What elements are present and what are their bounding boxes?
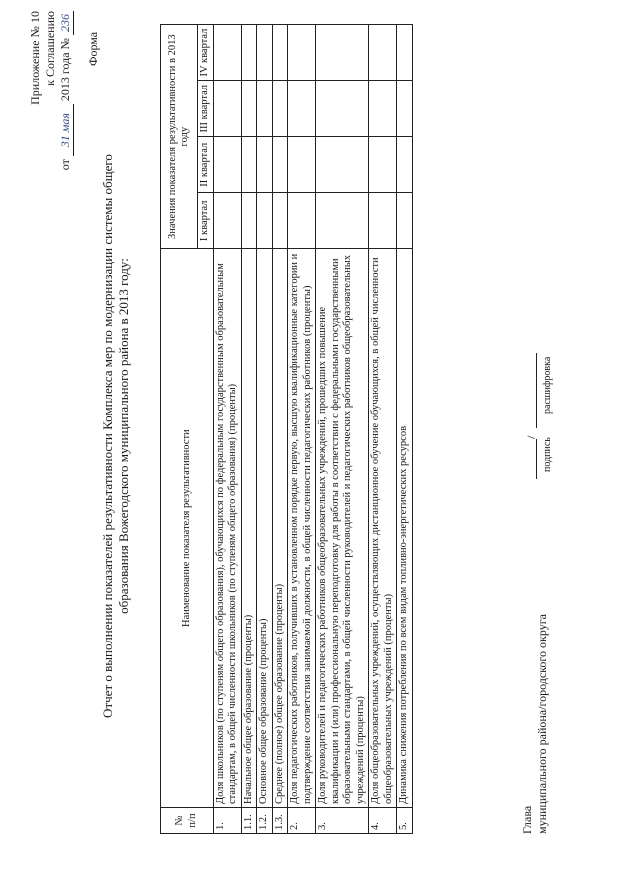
- signature-block: [520, 34, 553, 834]
- q3-cell: [241, 81, 257, 137]
- q2-cell: [369, 137, 397, 193]
- year-text: 2013 года №: [58, 38, 72, 102]
- q4-cell: [241, 25, 257, 81]
- indicators-table: [160, 24, 413, 834]
- caption-decode: расшифровка: [542, 356, 553, 414]
- header-q3: III квартал: [198, 81, 214, 137]
- row-name: Среднее (полное) общее образование (проценты): [272, 249, 288, 808]
- row-num: 1.3.: [272, 807, 288, 833]
- header-name: Наименование показателя результативности: [161, 249, 214, 808]
- q3-cell: [397, 81, 413, 137]
- q1-cell: [369, 193, 397, 249]
- q4-cell: [272, 25, 288, 81]
- caption-sign: подпись: [542, 437, 553, 472]
- q1-cell: [272, 193, 288, 249]
- row-num: 1.2.: [257, 807, 273, 833]
- from-label: от: [58, 159, 72, 171]
- appendix-date-line: [58, 11, 74, 186]
- q2-cell: [316, 137, 369, 193]
- row-name: Доля общеобразовательных учреждений, осуществляющих дистанционное обучение обучающихся, в общей численности общеобразовательных учреждений (проценты): [369, 249, 397, 808]
- signature-title: Глава: [520, 805, 534, 834]
- q4-cell: [213, 25, 241, 81]
- q2-cell: [213, 137, 241, 193]
- q3-cell: [288, 81, 316, 137]
- row-name: Начальное общее образование (проценты): [241, 249, 257, 808]
- table-row: [257, 25, 273, 834]
- q3-cell: [272, 81, 288, 137]
- table-row: [397, 25, 413, 834]
- q3-cell: [257, 81, 273, 137]
- signature-line: [536, 439, 537, 479]
- q3-cell: [369, 81, 397, 137]
- row-name: Доля руководителей и педагогических работников общеобразовательных учреждений, прошедших повышение квалификации и (или) профессиональную переподготовку для работы в соответствии с федеральными государственными образовательными стандартами, в общей численности руководителей и педагогических работников общеобразовательных учреждений (проценты): [316, 249, 369, 808]
- row-num: 4.: [369, 807, 397, 833]
- q2-cell: [241, 137, 257, 193]
- signature-slash: /: [524, 435, 538, 439]
- table-row: [369, 25, 397, 834]
- table-row: [316, 25, 369, 834]
- decode-line: [536, 353, 537, 428]
- row-name: Динамика снижения потребления по всем видам топливно-энергетических ресурсов: [397, 249, 413, 808]
- appendix-line1: Приложение № 10: [28, 11, 42, 105]
- title-line2: образования Вожегодского муниципального района в 2013 году:: [116, 258, 131, 614]
- q4-cell: [316, 25, 369, 81]
- table-row: [213, 25, 241, 834]
- row-name: Доля педагогических работников, получивших в установленном порядке первую, высшую квалификационные категории и подтверждение соответствия занимаемой должности, в общей численности педагогических работников (проценты): [288, 249, 316, 808]
- appendix-line2: к Соглашению: [43, 11, 57, 86]
- handwritten-number: 236: [58, 11, 74, 35]
- q1-cell: [288, 193, 316, 249]
- q4-cell: [257, 25, 273, 81]
- signature-position: муниципального района/городского округа: [535, 614, 549, 834]
- header-group: Значения показателя результативности в 2013 году: [161, 25, 198, 249]
- header-num: № п/п: [161, 807, 214, 833]
- row-num: 2.: [288, 807, 316, 833]
- table-row: [241, 25, 257, 834]
- q1-cell: [213, 193, 241, 249]
- q3-cell: [213, 81, 241, 137]
- row-num: 1.: [213, 807, 241, 833]
- q2-cell: [397, 137, 413, 193]
- q1-cell: [241, 193, 257, 249]
- q1-cell: [316, 193, 369, 249]
- header-q4: IV квартал: [198, 25, 214, 81]
- row-num: 3.: [316, 807, 369, 833]
- q1-cell: [257, 193, 273, 249]
- table-row: [288, 25, 316, 834]
- q4-cell: [397, 25, 413, 81]
- row-num: 5.: [397, 807, 413, 833]
- q2-cell: [272, 137, 288, 193]
- handwritten-date: 31 мая: [58, 104, 74, 156]
- table-row: [272, 25, 288, 834]
- report-title: [100, 66, 132, 806]
- title-line1: Отчет о выполнении показателей результативности Комплекса мер по модернизации системы общего: [100, 154, 115, 718]
- q1-cell: [397, 193, 413, 249]
- q2-cell: [288, 137, 316, 193]
- header-q2: II квартал: [198, 137, 214, 193]
- q2-cell: [257, 137, 273, 193]
- table-header-row: [161, 25, 198, 834]
- q3-cell: [316, 81, 369, 137]
- row-name: Основное общее образование (проценты): [257, 249, 273, 808]
- q4-cell: [369, 25, 397, 81]
- header-q1: I квартал: [198, 193, 214, 249]
- row-name: Доля школьников (по ступеням общего образования), обучающихся по федеральным государственным образовательным стандартам, в общей численности школьников (по ступеням общего образования) (проценты): [213, 249, 241, 808]
- q4-cell: [288, 25, 316, 81]
- row-num: 1.1.: [241, 807, 257, 833]
- forma-label: Форма: [86, 31, 100, 66]
- appendix-block: [28, 11, 74, 186]
